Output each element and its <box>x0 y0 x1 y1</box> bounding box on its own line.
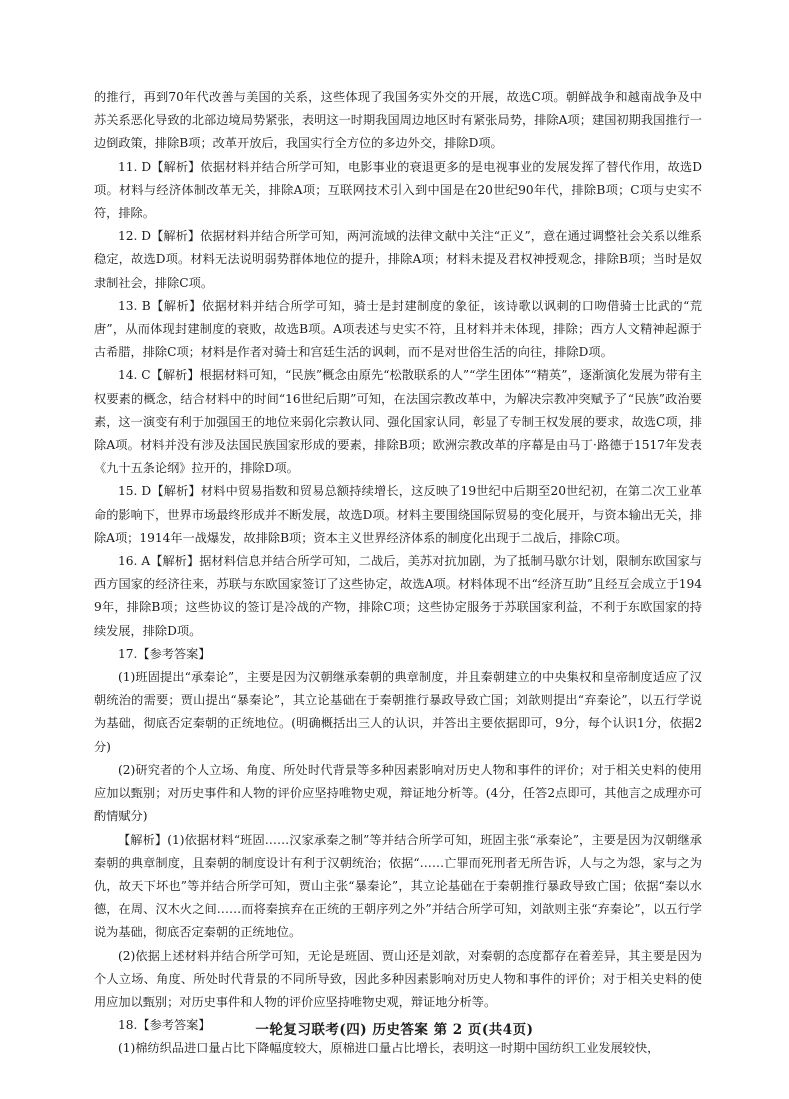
answer-17-part-1: (1)班固提出“承秦论”，主要是因为汉朝继承秦朝的典章制度，并且秦朝建立的中央集权和皇帝制度适应了汉朝统治的需要；贾山提出“暴秦论”，其立论基础在于秦朝推行暴政导致亡国；刘歆则提出“弃秦论”，以五行学说为基础，彻底否定秦朝的正统地位。(明确概括出三人的认识，并答出主要依据即可，9分，每个认识1分，依据2分) <box>94 670 702 754</box>
answer-17-part-2: (2)研究者的个人立场、角度、所处时代背景等多种因素影响对历史人物和事件的评价；对于相关史料的使用应加以甄别；对历史事件和人物的评价应坚持唯物史观，辩证地分析等。(4分，任答2点即可，其他言之成理亦可酌情赋分) <box>94 762 702 824</box>
answer-17-heading: 17.【参考答案】 <box>118 646 211 661</box>
answer-body <box>94 86 702 1061</box>
answer-12: 12. D【解析】依据材料并结合所学可知，两河流域的法律文献中关注“正义”，意在通过调整社会关系以维系稳定，故选D项。材料无法说明弱势群体地位的提升，排除A项；材料未提及君权神授观念，排除B项；当时是奴隶制社会，排除C项。 <box>94 229 702 290</box>
answer-18-part-1: (1)棉纺织品进口量占比下降幅度较大，原棉进口量占比增长，表明这一时期中国纺织工业发展较快， <box>118 1041 660 1056</box>
answer-13: 13. B【解析】依据材料并结合所学可知，骑士是封建制度的象征，该诗歌以讽刺的口吻借骑士比武的“荒唐”，从而体现封建制度的衰败，故选B项。A项表述与史实不符，且材料并未体现，排除；西方人文精神起源于古希腊，排除C项；材料是作者对骑士和宫廷生活的讽刺，而不是对世俗生活的向往，排除D项。 <box>94 298 702 360</box>
answer-15: 15. D【解析】材料中贸易指数和贸易总额持续增长，这反映了19世纪中后期至20世纪初，在第二次工业革命的影响下，世界市场最终形成并不断发展，故选D项。材料主要围绕国际贸易的变化展开，与资本输出无关，排除A项；1914年一战爆发，故排除B项；资本主义世界经济体系的制度化出现于二战后，排除C项。 <box>94 484 702 545</box>
answer-16: 16. A【解析】据材料信息并结合所学可知，二战后，美苏对抗加剧，为了抵制马歇尔计划，限制东欧国家与西方国家的经济往来，苏联与东欧国家签订了这些协定，故选A项。材料体现不出“经济互助”且经互会成立于1949年，排除B项；这些协议的签订是冷战的产物，排除C项；这些协定服务于苏联国家利益，不利于东欧国家的持续发展，排除D项。 <box>94 554 702 638</box>
answer-14: 14. C【解析】根据材料可知，“民族”概念由原先“松散联系的人”“学生团体”“精英”，逐渐演化发展为带有主权要素的概念，结合材料中的时间“16世纪后期”可知，在法国宗教改革中，为解决宗教冲突赋予了“民族”政治要素，这一演变有利于加强国王的地位来弱化宗教认同、强化国家认同，彰显了专制王权发展的要求，故选C项，排除A项。材料并没有涉及法国民族国家形成的要素，排除B项；欧洲宗教改革的序幕是由马丁·路德于1517年发表《九十五条论纲》拉开的，排除D项。 <box>94 368 702 476</box>
paragraph-continuation: 的推行，再到70年代改善与美国的关系，这些体现了我国务实外交的开展，故选C项。朝鲜战争和越南战争及中苏关系恶化导致的北部边境局势紧张，表明这一时期我国周边地区时有紧张局势，排除A项；建国初期我国推行一边倒政策，排除B项；改革开放后，我国实行全方位的多边外交，排除D项。 <box>94 90 702 151</box>
page-footer: 一轮复习联考(四) 历史答案 第 2 页(共4页) <box>255 1022 534 1038</box>
answer-17-analysis-2: (2)依据上述材料并结合所学可知，无论是班固、贾山还是刘歆，对秦朝的态度都存在着差异，其主要是因为个人立场、角度、所处时代背景的不同所导致，因此多种因素影响对历史人物和事件的评价；对于相关史料的使用应加以甄别；对历史事件和人物的评价应坚持唯物史观，辩证地分析等。 <box>94 948 702 1009</box>
answer-17-analysis-1: 【解析】(1)依据材料“班固……汉家承秦之制”等并结合所学可知，班固主张“承秦论”，主要是因为汉朝继承秦朝的典章制度，且秦朝的制度设计有利于汉朝统治；依据“……亡罪而死刑者无所告诉，人与之为怨，家与之为仇，故天下坏也”等并结合所学可知，贾山主张“暴秦论”，其立论基础在于秦朝推行暴政导致亡国；依据“秦以水德，在周、汉木火之间……而将秦摈弃在正统的王朝序列之外”并结合所学可知，刘歆则主张“弃秦论”，以五行学说为基础，彻底否定秦朝的正统地位。 <box>94 832 702 940</box>
answer-18-heading: 18.【参考答案】 <box>118 1018 211 1033</box>
answer-11: 11. D【解析】依据材料并结合所学可知，电影事业的衰退更多的是电视事业的发展发挥了替代作用，故选D项。材料与经济体制改革无关，排除A项；互联网技术引入到中国是在20世纪90年代，排除B项；C项与史实不符，排除。 <box>94 159 702 221</box>
